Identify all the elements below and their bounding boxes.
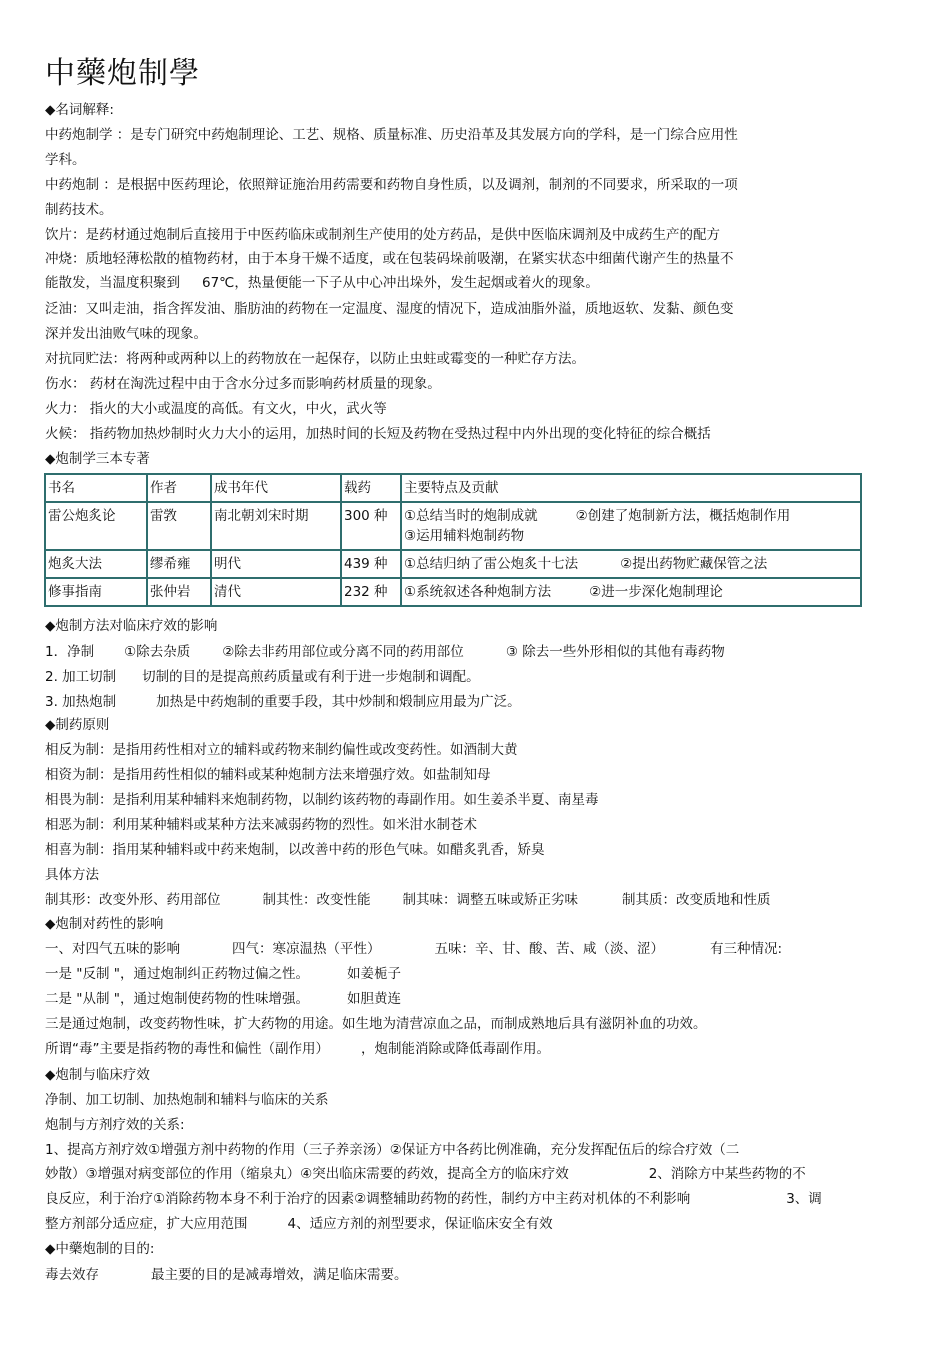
text-segment: 4、适应方剂的剂型要求，保证临床安全有效 — [287, 1216, 553, 1232]
cell-author: 雷敩 — [147, 502, 211, 550]
cell-era: 清代 — [211, 578, 341, 606]
contribution-item: ①总结当时的炮制成就 — [404, 508, 538, 524]
text-segment: 如姜栀子 — [347, 966, 402, 982]
text-segment: 五味：辛、甘、酸、苦、咸（淡、涩） — [434, 941, 664, 957]
text-line: 对抗同贮法：将两种或两种以上的药物放在一起保存，以防止虫蛀或霉变的一种贮存方法。 — [45, 351, 585, 367]
text-line: 1、提高方剂疗效①增强方剂中药物的作用（三子养亲汤）②保证方中各药比例准确，充分发挥配伍后的综合疗效（二 — [45, 1142, 740, 1158]
text-segment: 良反应，利于治疗①消除药物本身不利于治疗的因素②调整辅助药物的药性，制约方中主药对机体的不利影响 — [45, 1191, 691, 1207]
text-line — [45, 1215, 553, 1233]
text-line: 相畏为制：是指利用某种辅料来炮制药物，以制约该药物的毒副作用。如生姜杀半夏、南星毒 — [45, 792, 599, 808]
text-line — [45, 668, 480, 686]
text-line — [45, 891, 771, 909]
text-segment: 毒去效存 — [45, 1267, 99, 1283]
contribution-item: ②提出药物贮藏保管之法 — [620, 556, 768, 572]
header-cell: 主要特点及贡献 — [401, 474, 861, 502]
header-cell: 书名 — [45, 474, 147, 502]
text-segment: 四气：寒凉温热（平性） — [232, 941, 381, 957]
cell-count: 300 种 — [341, 502, 401, 550]
table-header-row — [45, 474, 861, 502]
text-line — [45, 1266, 408, 1284]
page-title: 中藥炮制學 — [45, 56, 200, 91]
text-line: 相反为制：是指用药性相对立的辅料或药物来制约偏性或改变药性。如酒制大黄 — [45, 742, 518, 758]
text-line: 相恶为制：利用某种辅料或某种方法来减弱药物的烈性。如米泔水制苍术 — [45, 817, 477, 833]
contribution-item: ①总结归纳了雷公炮炙十七法 — [404, 556, 579, 572]
text-line: 饮片：是药材通过炮制后直接用于中医药临床或制剂生产使用的处方药品，是供中医临床调剂及中成药生产的配方 — [45, 227, 720, 243]
text-segment: ①除去杂质 — [124, 644, 191, 660]
cell-name: 修事指南 — [45, 578, 147, 606]
section-heading-principles: ◆制药原则 — [45, 717, 110, 733]
section-heading-terms: ◆名词解释: — [45, 102, 114, 118]
table-row — [45, 550, 861, 578]
text-line: 中药炮制学 ：是专门研究中药炮制理论、工艺、规格、质量标准、历史沿革及其发展方向的学科，是一门综合应用性 — [45, 127, 738, 143]
text-line — [45, 274, 599, 292]
text-segment: 所谓“毒”主要是指药物的毒性和偏性（副作用） — [45, 1041, 329, 1057]
cell-contribution — [401, 578, 861, 606]
text-segment: 有三种情况: — [710, 941, 783, 957]
text-line: 具体方法 — [45, 867, 99, 883]
text-line — [45, 693, 521, 711]
text-line: 三是通过炮制，改变药物性味，扩大药物的用途。如生地为清营凉血之品，而制成熟地后具有滋阴补血的功效。 — [45, 1016, 707, 1032]
text-line: 炮制与方剂疗效的关系: — [45, 1117, 185, 1133]
text-line — [45, 990, 401, 1008]
text-segment: 能散发，当温度积聚到 — [45, 275, 180, 291]
text-segment: 加热是中药炮制的重要手段，其中炒制和煅制应用最为广泛。 — [156, 694, 521, 710]
text-segment: 整方剂部分适应症，扩大应用范围 — [45, 1216, 248, 1232]
text-segment: 制其性：改变性能 — [262, 892, 371, 908]
text-segment: 67℃，热量便能一下子从中心冲出垛外，发生起烟或着火的现象。 — [202, 275, 599, 291]
text-segment: 制其质：改变质地和性质 — [622, 892, 771, 908]
text-segment: 2. 加工切制 — [45, 669, 117, 685]
cell-era: 南北朝刘宋时期 — [211, 502, 341, 550]
contribution-item: ③运用辅料炮制药物 — [404, 528, 525, 544]
cell-contribution — [401, 550, 861, 578]
cell-count: 232 种 — [341, 578, 401, 606]
cell-contribution — [401, 502, 861, 550]
text-line: 深并发出油败气味的现象。 — [45, 326, 207, 342]
text-segment: 制其形：改变外形、药用部位 — [45, 892, 221, 908]
text-line: 学科。 — [45, 152, 86, 168]
text-segment: 3. 加热炮制 — [45, 694, 117, 710]
text-line: 冲烧：质地轻薄松散的植物药材，由于本身干燥不适度，或在包装码垛前吸潮，在紧实状态中细菌代谢产生的热量不 — [45, 251, 734, 267]
text-line: 相喜为制：指用某种辅料或中药来炮制，以改善中药的形色气味。如醋炙乳香，矫臭 — [45, 842, 545, 858]
text-line — [45, 940, 782, 958]
text-line: 制药技术。 — [45, 202, 113, 218]
cell-name: 炮炙大法 — [45, 550, 147, 578]
text-segment: 3、调 — [786, 1191, 822, 1207]
text-segment: 一是 "反制 "，通过炮制纠正药物过偏之性。 — [45, 966, 310, 982]
text-segment: 切制的目的是提高煎药质量或有利于进一步炮制和调配。 — [142, 669, 480, 685]
text-line — [45, 1040, 550, 1058]
text-segment: ，炮制能消除或降低毒副作用。 — [361, 1041, 550, 1057]
text-line — [45, 965, 401, 983]
contribution-item: ①系统叙述各种炮制方法 — [404, 584, 552, 600]
text-segment: 制其味：调整五味或矫正劣味 — [402, 892, 578, 908]
text-segment: 2、消除方中某些药物的不 — [648, 1166, 806, 1182]
header-cell: 载药 — [341, 474, 401, 502]
cell-name: 雷公炮炙论 — [45, 502, 147, 550]
text-line: 泛油：又叫走油，指含挥发油、脂肪油的药物在一定温度、湿度的情况下，造成油脂外溢，质地返软、发黏、颜色变 — [45, 301, 734, 317]
text-segment: ②除去非药用部位或分离不同的药用部位 — [222, 644, 464, 660]
section-heading-purpose: ◆中藥炮制的目的: — [45, 1241, 155, 1257]
section-heading-methods: ◆炮制方法对临床疗效的影响 — [45, 618, 218, 634]
section-heading-properties: ◆炮制对药性的影响 — [45, 916, 164, 932]
text-segment: ③ 除去一些外形相似的其他有毒药物 — [505, 644, 725, 660]
contribution-item: ②创建了炮制新方法，概括炮制作用 — [575, 508, 791, 524]
text-line: 相资为制：是指用药性相似的辅料或某种炮制方法来增强疗效。如盐制知母 — [45, 767, 491, 783]
header-cell: 作者 — [147, 474, 211, 502]
text-segment: 一、对四气五味的影响 — [45, 941, 180, 957]
table-row — [45, 502, 861, 550]
books-table — [44, 473, 862, 607]
section-heading-clinical: ◆炮制与临床疗效 — [45, 1067, 150, 1083]
cell-author: 张仲岩 — [147, 578, 211, 606]
text-segment: 1．净制 — [45, 644, 95, 660]
text-line: 火候： 指药物加热炒制时火力大小的运用，加热时间的长短及药物在受热过程中内外出现的变化特征的综合概括 — [45, 426, 711, 442]
cell-count: 439 种 — [341, 550, 401, 578]
text-line: 净制、加工切制、加热炮制和辅料与临床的关系 — [45, 1092, 329, 1108]
cell-author: 缪希雍 — [147, 550, 211, 578]
text-line — [45, 643, 725, 661]
text-line: 伤水： 药材在淘洗过程中由于含水分过多而影响药材质量的现象。 — [45, 376, 441, 392]
contribution-item: ②进一步深化炮制理论 — [589, 584, 723, 600]
text-line: 中药炮制 ：是根据中医药理论，依照辩证施治用药需要和药物自身性质，以及调剂，制剂的不同要求，所采取的一项 — [45, 177, 738, 193]
table-row — [45, 578, 861, 606]
text-line: 火力： 指火的大小或温度的高低。有文火，中火，武火等 — [45, 401, 387, 417]
text-segment: 最主要的目的是减毒增效，满足临床需要。 — [151, 1267, 408, 1283]
text-segment: 二是 "从制 "，通过炮制使药物的性味增强。 — [45, 991, 310, 1007]
cell-era: 明代 — [211, 550, 341, 578]
text-line — [45, 1190, 822, 1208]
header-cell: 成书年代 — [211, 474, 341, 502]
text-segment: 妙散）③增强对病变部位的作用（缩泉丸）④突出临床需要的药效，提高全方的临床疗效 — [45, 1166, 569, 1182]
text-segment: 如胆黄连 — [347, 991, 402, 1007]
text-line — [45, 1165, 806, 1183]
section-heading-books: ◆炮制学三本专著 — [45, 451, 150, 467]
